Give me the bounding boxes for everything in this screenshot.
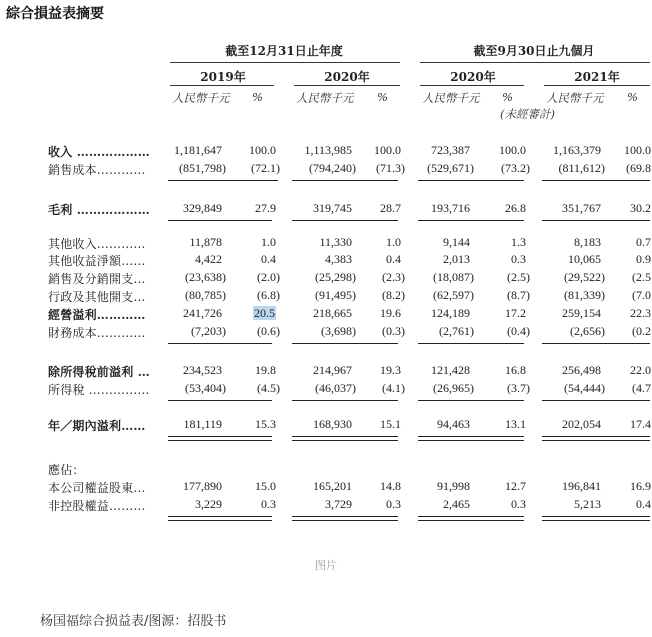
cell: (3.7) [507, 381, 530, 395]
cell: 19.8 [255, 363, 276, 377]
pct-label-2: % [377, 90, 388, 104]
cell: 723,387 [431, 143, 470, 157]
cell: 26.8 [505, 201, 526, 215]
cell: (8.7) [507, 288, 530, 302]
cell: 177,890 [183, 479, 222, 493]
year-rule-3 [420, 85, 524, 86]
cell: 0.3 [511, 252, 526, 266]
cell: 165,201 [313, 479, 352, 493]
cell: (69.8 [626, 161, 651, 175]
cell: (29,522) [564, 270, 605, 284]
cell: 124,189 [431, 306, 470, 320]
cell: (3,698) [321, 324, 356, 338]
cell: (0.6) [257, 324, 280, 338]
cell: 351,767 [562, 201, 601, 215]
rule [168, 343, 272, 344]
cell: 100.0 [374, 143, 401, 157]
image-caption: 图片 [315, 559, 337, 572]
cell: 3,729 [325, 497, 352, 511]
year-rule-2 [294, 85, 400, 86]
cell: 11,878 [189, 235, 222, 249]
pct-label-4: % [627, 90, 638, 104]
cell: 241,726 [183, 306, 222, 320]
double-rule [168, 516, 272, 521]
rule [418, 180, 524, 181]
cell: (53,404) [185, 381, 226, 395]
unaudited-note: (未經審計) [500, 107, 555, 121]
cell: 8,183 [574, 235, 601, 249]
cell: 14.8 [380, 479, 401, 493]
rule [168, 220, 272, 221]
cell: 100.0 [624, 143, 651, 157]
source-note: 杨国福综合损益表/图源：招股书 [40, 614, 227, 629]
cell: 17.2 [505, 306, 526, 320]
cell: (18,087) [433, 270, 474, 284]
cell: 30.2 [630, 201, 651, 215]
cell: 3,229 [195, 497, 222, 511]
double-rule [292, 436, 398, 441]
highlighted-value[interactable]: 20.5 [254, 306, 275, 320]
cell: 100.0 [499, 143, 526, 157]
cell: (4.7 [632, 381, 651, 395]
cell: (4.5) [257, 381, 280, 395]
cell: 1.3 [511, 235, 526, 249]
cell: 202,054 [562, 417, 601, 431]
cell: (811,612) [558, 161, 605, 175]
year-rule-4 [544, 85, 650, 86]
rule [292, 400, 398, 401]
cell: 16.8 [505, 363, 526, 377]
cell: 11,330 [319, 235, 352, 249]
cell: 218,665 [313, 306, 352, 320]
cell: (4.1) [382, 381, 405, 395]
rule [542, 400, 650, 401]
cell: 13.1 [505, 417, 526, 431]
rule [418, 220, 524, 221]
cell: 100.0 [249, 143, 276, 157]
cell: 17.4 [630, 417, 651, 431]
cell: (2.3) [382, 270, 405, 284]
year-2020-annual: 2020年 [324, 70, 370, 84]
cell: 15.1 [380, 417, 401, 431]
cell: (73.2) [501, 161, 530, 175]
cell: (72.1) [251, 161, 280, 175]
cell: 0.7 [636, 235, 651, 249]
cell: (46,037) [315, 381, 356, 395]
cell: (81,339) [564, 288, 605, 302]
row-label-attributable: 應佔： [48, 463, 85, 477]
rule [542, 343, 650, 344]
unit-label-3: 人民幣千元 [422, 91, 480, 105]
cell: (2,656) [570, 324, 605, 338]
cell: (2.0) [257, 270, 280, 284]
row-label-admin-expenses: 行政及其他開支… [48, 290, 146, 304]
cell: 1,113,985 [304, 143, 352, 157]
cell: (7,203) [191, 324, 226, 338]
row-label-non-controlling: 非控股權益……… [48, 499, 146, 513]
year-2020-nine-month: 2020年 [450, 70, 496, 84]
row-label-gross-profit: 毛利 ……………… [48, 203, 150, 217]
cell: 0.9 [636, 252, 651, 266]
row-label-equity-shareholders: 本公司權益股東… [48, 481, 146, 495]
cell: 4,383 [325, 252, 352, 266]
cell: (0.3) [382, 324, 405, 338]
cell: 15.3 [255, 417, 276, 431]
cell-highlighted [236, 306, 276, 321]
cell: 27.9 [255, 201, 276, 215]
cell: 2,465 [443, 497, 470, 511]
pct-label-3: % [502, 90, 513, 104]
cell: (54,444) [564, 381, 605, 395]
cell: 2,013 [443, 252, 470, 266]
cell: 19.6 [380, 306, 401, 320]
double-rule [168, 436, 272, 441]
cell: 1,163,379 [553, 143, 601, 157]
double-rule [418, 436, 524, 441]
year-2019: 2019年 [200, 70, 246, 84]
cell: 9,144 [443, 235, 470, 249]
cell: 196,841 [562, 479, 601, 493]
cell: (2.5) [507, 270, 530, 284]
cell: 91,998 [437, 479, 470, 493]
period-annual-rule [170, 62, 400, 63]
cell: 0.3 [261, 497, 276, 511]
cell: (2.5 [632, 270, 651, 284]
page-title: 綜合損益表摘要 [6, 6, 104, 22]
row-label-revenue: 收入 ……………… [48, 145, 150, 159]
cell: 0.3 [511, 497, 526, 511]
cell: 0.4 [261, 252, 276, 266]
cell: 181,119 [183, 417, 222, 431]
cell: 193,716 [431, 201, 470, 215]
rule [292, 220, 398, 221]
row-label-profit-before-tax: 除所得稅前溢利 … [48, 365, 150, 379]
cell: 1.0 [261, 235, 276, 249]
cell: 28.7 [380, 201, 401, 215]
cell: 22.3 [630, 306, 651, 320]
row-label-profit-for-period: 年／期內溢利…… [48, 419, 146, 433]
cell: (0.4) [507, 324, 530, 338]
cell: 121,428 [431, 363, 470, 377]
cell: 19.3 [380, 363, 401, 377]
period-annual: 截至12月31日止年度 [225, 44, 343, 58]
row-label-operating-profit: 經營溢利………… [48, 308, 146, 322]
cell: 214,967 [313, 363, 352, 377]
cell: 1.0 [386, 235, 401, 249]
unit-label-4: 人民幣千元 [546, 91, 604, 105]
cell: (851,798) [179, 161, 226, 175]
rule [418, 343, 524, 344]
double-rule [418, 516, 524, 521]
cell: 15.0 [255, 479, 276, 493]
cell: 16.9 [630, 479, 651, 493]
row-label-other-gains: 其他收益淨額…… [48, 254, 146, 268]
cell: 22.0 [630, 363, 651, 377]
cell: 1,181,647 [174, 143, 222, 157]
rule [292, 180, 398, 181]
cell: (0.2 [632, 324, 651, 338]
rule [168, 400, 272, 401]
double-rule [542, 516, 650, 521]
cell: 329,849 [183, 201, 222, 215]
cell: (80,785) [185, 288, 226, 302]
period-nine-month-rule [420, 62, 650, 63]
cell: (62,597) [433, 288, 474, 302]
rule [292, 343, 398, 344]
row-label-selling-expenses: 銷售及分銷開支… [48, 272, 146, 286]
cell: (6.8) [257, 288, 280, 302]
year-rule-1 [170, 85, 274, 86]
cell: (26,965) [433, 381, 474, 395]
unit-label-2: 人民幣千元 [296, 91, 354, 105]
cell: 168,930 [313, 417, 352, 431]
rule [242, 180, 278, 181]
period-nine-month: 截至9月30日止九個月 [473, 44, 595, 58]
cell: (91,495) [315, 288, 356, 302]
cell: (8.2) [382, 288, 405, 302]
cell: 4,422 [195, 252, 222, 266]
cell: 256,498 [562, 363, 601, 377]
unit-label-1: 人民幣千元 [172, 91, 230, 105]
cell: 234,523 [183, 363, 222, 377]
cell: (7.0 [632, 288, 651, 302]
cell: (25,298) [315, 270, 356, 284]
cell: 0.4 [386, 252, 401, 266]
row-label-income-tax: 所得稅 …………… [48, 383, 150, 397]
cell: 259,154 [562, 306, 601, 320]
year-2021: 2021年 [574, 70, 620, 84]
cell: 0.4 [636, 497, 651, 511]
cell: 319,745 [313, 201, 352, 215]
row-label-cost-of-sales: 銷售成本………… [48, 163, 146, 177]
cell: 94,463 [437, 417, 470, 431]
cell: (71.3) [376, 161, 405, 175]
cell: 10,065 [568, 252, 601, 266]
double-rule [292, 516, 398, 521]
cell: 12.7 [505, 479, 526, 493]
cell: (23,638) [185, 270, 226, 284]
cell: 5,213 [574, 497, 601, 511]
row-label-other-income: 其他收入………… [48, 237, 146, 251]
double-rule [542, 436, 650, 441]
cell: 0.3 [386, 497, 401, 511]
rule [418, 400, 524, 401]
rule [542, 220, 650, 221]
cell: (2,761) [439, 324, 474, 338]
cell: (529,671) [427, 161, 474, 175]
cell: (794,240) [309, 161, 356, 175]
row-label-finance-costs: 財務成本………… [48, 326, 146, 340]
pct-label-1: % [252, 90, 263, 104]
rule [542, 180, 650, 181]
